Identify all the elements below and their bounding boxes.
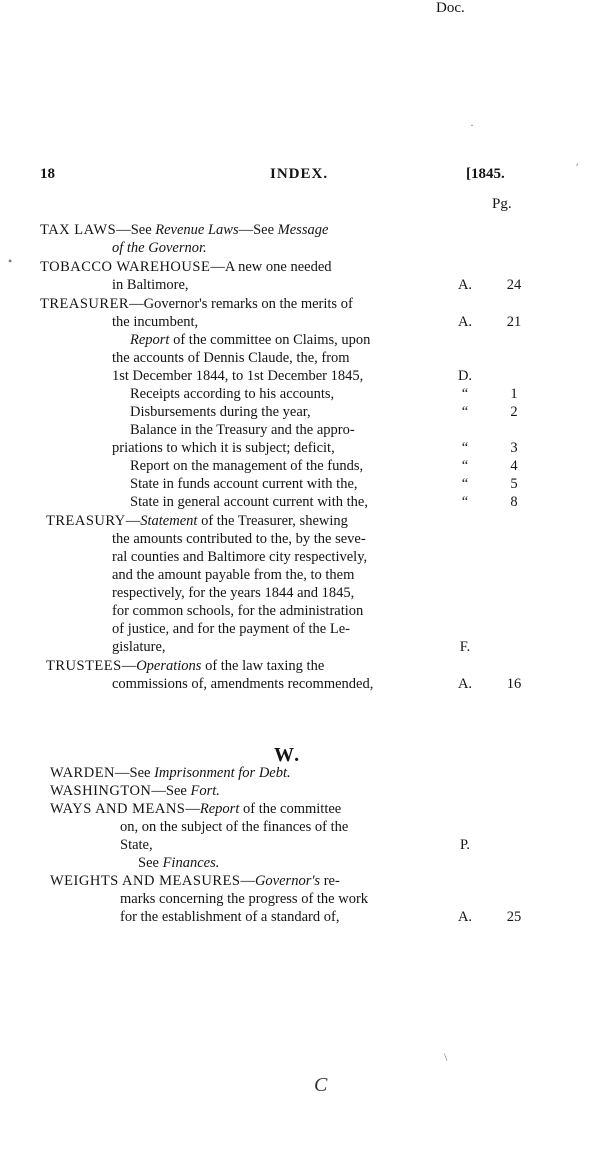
footer-mark: C bbox=[314, 1074, 328, 1096]
page-ref: 8 bbox=[510, 494, 518, 510]
doc-ref: A. bbox=[457, 277, 473, 293]
page-ref: 3 bbox=[510, 440, 518, 456]
entry-heading: WARDEN bbox=[50, 765, 116, 781]
doc-ref: “ bbox=[461, 476, 469, 492]
column-header-doc: Doc. bbox=[436, 0, 465, 16]
scan-speck: • bbox=[8, 254, 13, 268]
doc-ref: A. bbox=[457, 909, 473, 925]
entry-heading: TRUSTEES bbox=[46, 658, 122, 674]
book-page: 18 INDEX. [1845. Doc. Pg. TAX LAWS—See Revenue Laws—See Message of the Governor. TOBACCO WAREHOUSE—A new one needed in Baltimore, A. 24 TREASURER—Governor's remarks on the merits of the incumbent, A. 21 Report of the committee on Claims, upon the accounts of Dennis Claude, the, from 1st December 1844, to 1st December 1845, D. Receipts according to his accounts, “ 1 Disbursements during the year, “ 2 Balance in the Treasury and the appro- priations to which it is subject; deficit, “ 3 Report on the management of the funds, “ 4 State in funds account current with the, “ 5 State in general account current with the, “ 8 TREASURY—Statement of the Treasurer, shewing the amounts contributed to the, by the seve- ral counties and Baltimore city respectively, and the amount payable from the, to them respectively, for the years 1844 and 1845, for common schools, for the administration of justice, and for the payment of the Le- gislature, F. TRUSTEES—Operations of the law taxing the commissions of, amendments recommended, A. 16 W. WARDEN—See Imprisonment for Debt. WASHINGTON—See Fort. WAYS AND MEANS—Report of the committee on, on the subject of the finances of the State, P. See Finances. WEIGHTS AND MEASURES—Governor's re- marks concerning the progress of the work for the establishment of a standard of, A. 25 · ′ • \ C bbox=[0, 0, 600, 1151]
page-ref: 24 bbox=[506, 277, 522, 293]
doc-ref: A. bbox=[457, 676, 473, 692]
scan-speck: \ bbox=[444, 1050, 448, 1064]
page-ref: 5 bbox=[510, 476, 518, 492]
doc-ref: “ bbox=[461, 404, 469, 420]
page-ref: 21 bbox=[506, 314, 522, 330]
doc-ref: D. bbox=[457, 368, 473, 384]
page-ref: 1 bbox=[510, 386, 518, 402]
page-number: 18 bbox=[40, 166, 55, 182]
entry-heading: WASHINGTON bbox=[50, 783, 152, 799]
entry-heading: WEIGHTS AND MEASURES bbox=[50, 873, 241, 889]
page-ref: 2 bbox=[510, 404, 518, 420]
entry-heading: TOBACCO WAREHOUSE bbox=[40, 259, 211, 275]
scan-speck: ′ bbox=[576, 160, 579, 174]
doc-ref: “ bbox=[461, 494, 469, 510]
page-year: [1845. bbox=[466, 166, 505, 182]
doc-ref: “ bbox=[461, 386, 469, 402]
doc-ref: “ bbox=[461, 458, 469, 474]
page-header bbox=[0, 166, 600, 188]
scan-speck: · bbox=[470, 118, 474, 132]
doc-ref: A. bbox=[457, 314, 473, 330]
column-header-page: Pg. bbox=[492, 196, 512, 212]
page-ref: 16 bbox=[506, 676, 522, 692]
section-letter: W. bbox=[274, 744, 302, 766]
entry-heading: TAX LAWS bbox=[40, 222, 117, 238]
entry-heading: TREASURY bbox=[46, 513, 126, 529]
doc-ref: P. bbox=[459, 837, 471, 853]
doc-ref: F. bbox=[459, 639, 471, 655]
entry-heading: TREASURER bbox=[40, 296, 130, 312]
entry-heading: WAYS AND MEANS bbox=[50, 801, 186, 817]
doc-ref: “ bbox=[461, 440, 469, 456]
page-ref: 4 bbox=[510, 458, 518, 474]
page-title: INDEX. bbox=[270, 166, 329, 182]
page-ref: 25 bbox=[506, 909, 522, 925]
